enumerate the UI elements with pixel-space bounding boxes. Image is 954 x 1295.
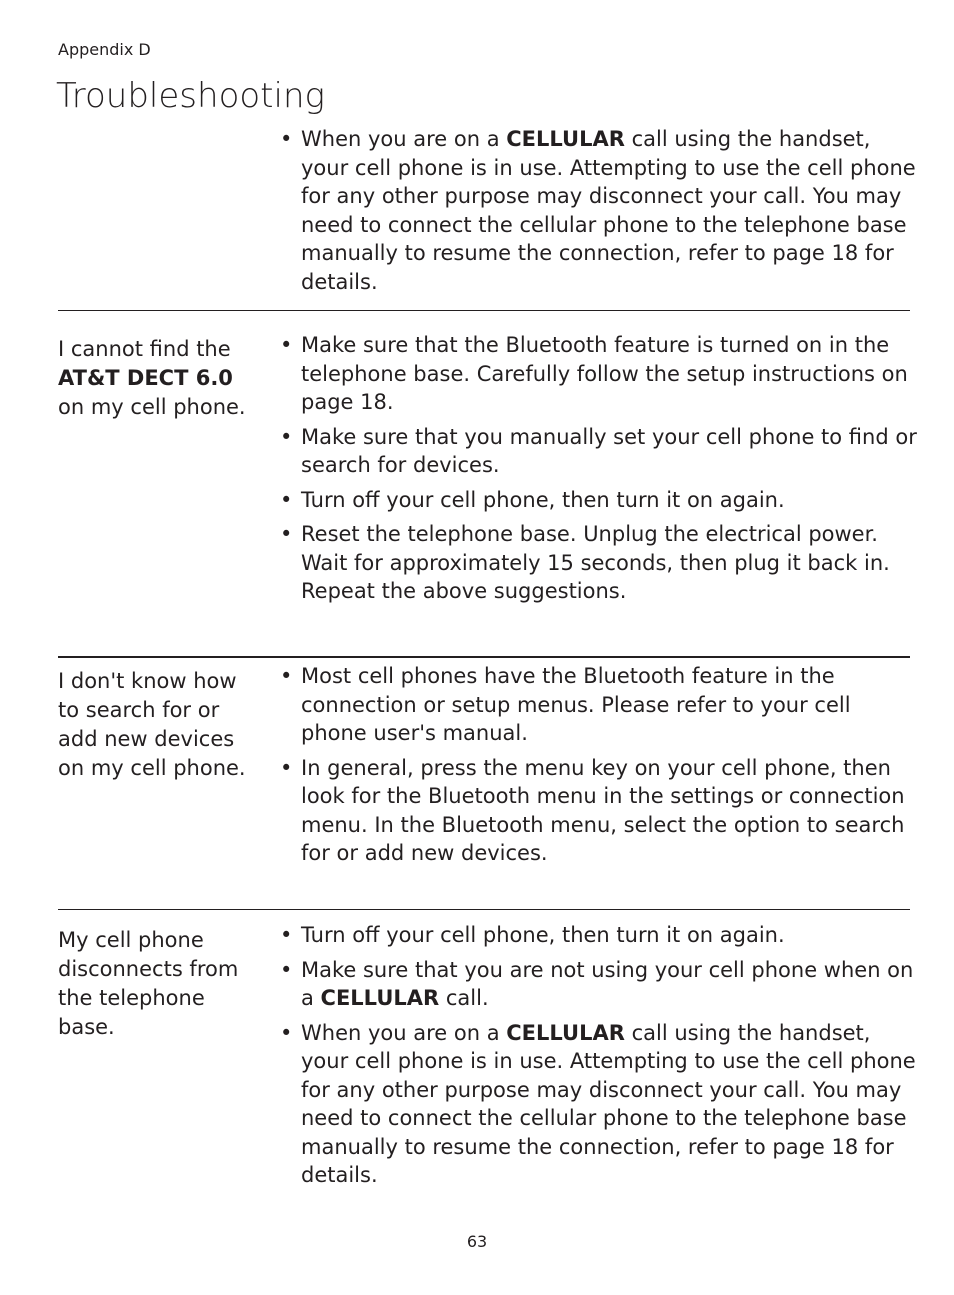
emphasis-text: CELLULAR [506,127,625,151]
emphasis-text: CELLULAR [506,1020,625,1045]
page-number: 63 [466,1232,488,1251]
bullet-icon: • [280,333,293,357]
solution-item [280,921,920,950]
text-run: call using the handset, your cell phone is in use. Attempting to use the cell phone for any other purpose may disconnect your call. You may need to connect the cellular phone to the telephone base manually to resume the connection, refer to page 18 for details. [301,127,916,294]
page-title: Troubleshooting [56,76,325,116]
text-run: I don't know how to search for or add new devices on my cell phone. [58,669,246,780]
bullet-icon: • [280,923,293,947]
solution-item [280,956,920,1013]
solution-item [280,331,920,417]
section-divider [58,656,910,658]
text-run: Turn off your cell phone, then turn it on again. [301,923,785,947]
bullet-icon: • [280,664,293,688]
bullet-icon: • [280,1020,293,1045]
solution-item [280,662,920,748]
bullet-icon: • [280,957,293,982]
solution-item [280,486,920,515]
text-run: Make sure that you manually set your cell phone to find or search for devices. [301,424,917,477]
text-run: call. [439,986,489,1010]
solution-list [280,331,920,612]
text-run: My cell phone disconnects from the telephone base. [58,928,239,1039]
section-divider [58,310,910,311]
text-run: Reset the telephone base. Unplug the electrical power. Wait for approximately 15 seconds, then plug it back in. Repeat the above suggestions. [301,522,890,603]
text-run: Most cell phones have the Bluetooth feature in the connection or setup menus. Please refer to your cell phone user's manual. [301,664,851,745]
solution-item [280,423,920,480]
text-run: call using the handset, your cell phone is in use. Attempting to use the cell phone for any other purpose may disconnect your call. You may need to connect the cellular phone to the telephone base manually to resume the connection, refer to page 18 for details. [301,1020,916,1187]
bullet-icon: • [280,755,293,780]
problem-description [58,667,248,783]
emphasis-text: CELLULAR [320,986,440,1010]
bullet-icon: • [280,522,293,546]
solution-list [280,662,920,874]
section-divider [58,909,910,910]
text-run: Make sure that you are not using your cell phone when on a [301,957,914,1010]
text-run: Make sure that the Bluetooth feature is turned on in the telephone base. Carefully follow the setup instructions on page 18. [301,333,908,414]
solution-list [280,125,920,302]
emphasis-text: AT&T DECT 6.0 [58,366,233,390]
appendix-label: Appendix D [58,40,151,59]
text-run: When you are on a [301,127,507,151]
bullet-icon: • [280,127,293,151]
bullet-icon: • [280,487,293,512]
bullet-icon: • [280,424,293,449]
solution-list [280,921,920,1196]
problem-description [58,335,248,422]
text-run: When you are on a [301,1020,507,1045]
text-run: I cannot find the [58,337,231,361]
problem-description [58,926,248,1042]
text-run: on my cell phone. [58,395,246,419]
solution-item [280,125,920,296]
solution-item [280,520,920,606]
solution-item [280,1019,920,1190]
text-run: In general, press the menu key on your cell phone, then look for the Bluetooth menu in the settings or connection menu. In the Bluetooth menu, select the option to search for or add new devices. [301,755,905,865]
text-run: Turn off your cell phone, then turn it on again. [301,487,785,512]
solution-item [280,754,920,868]
